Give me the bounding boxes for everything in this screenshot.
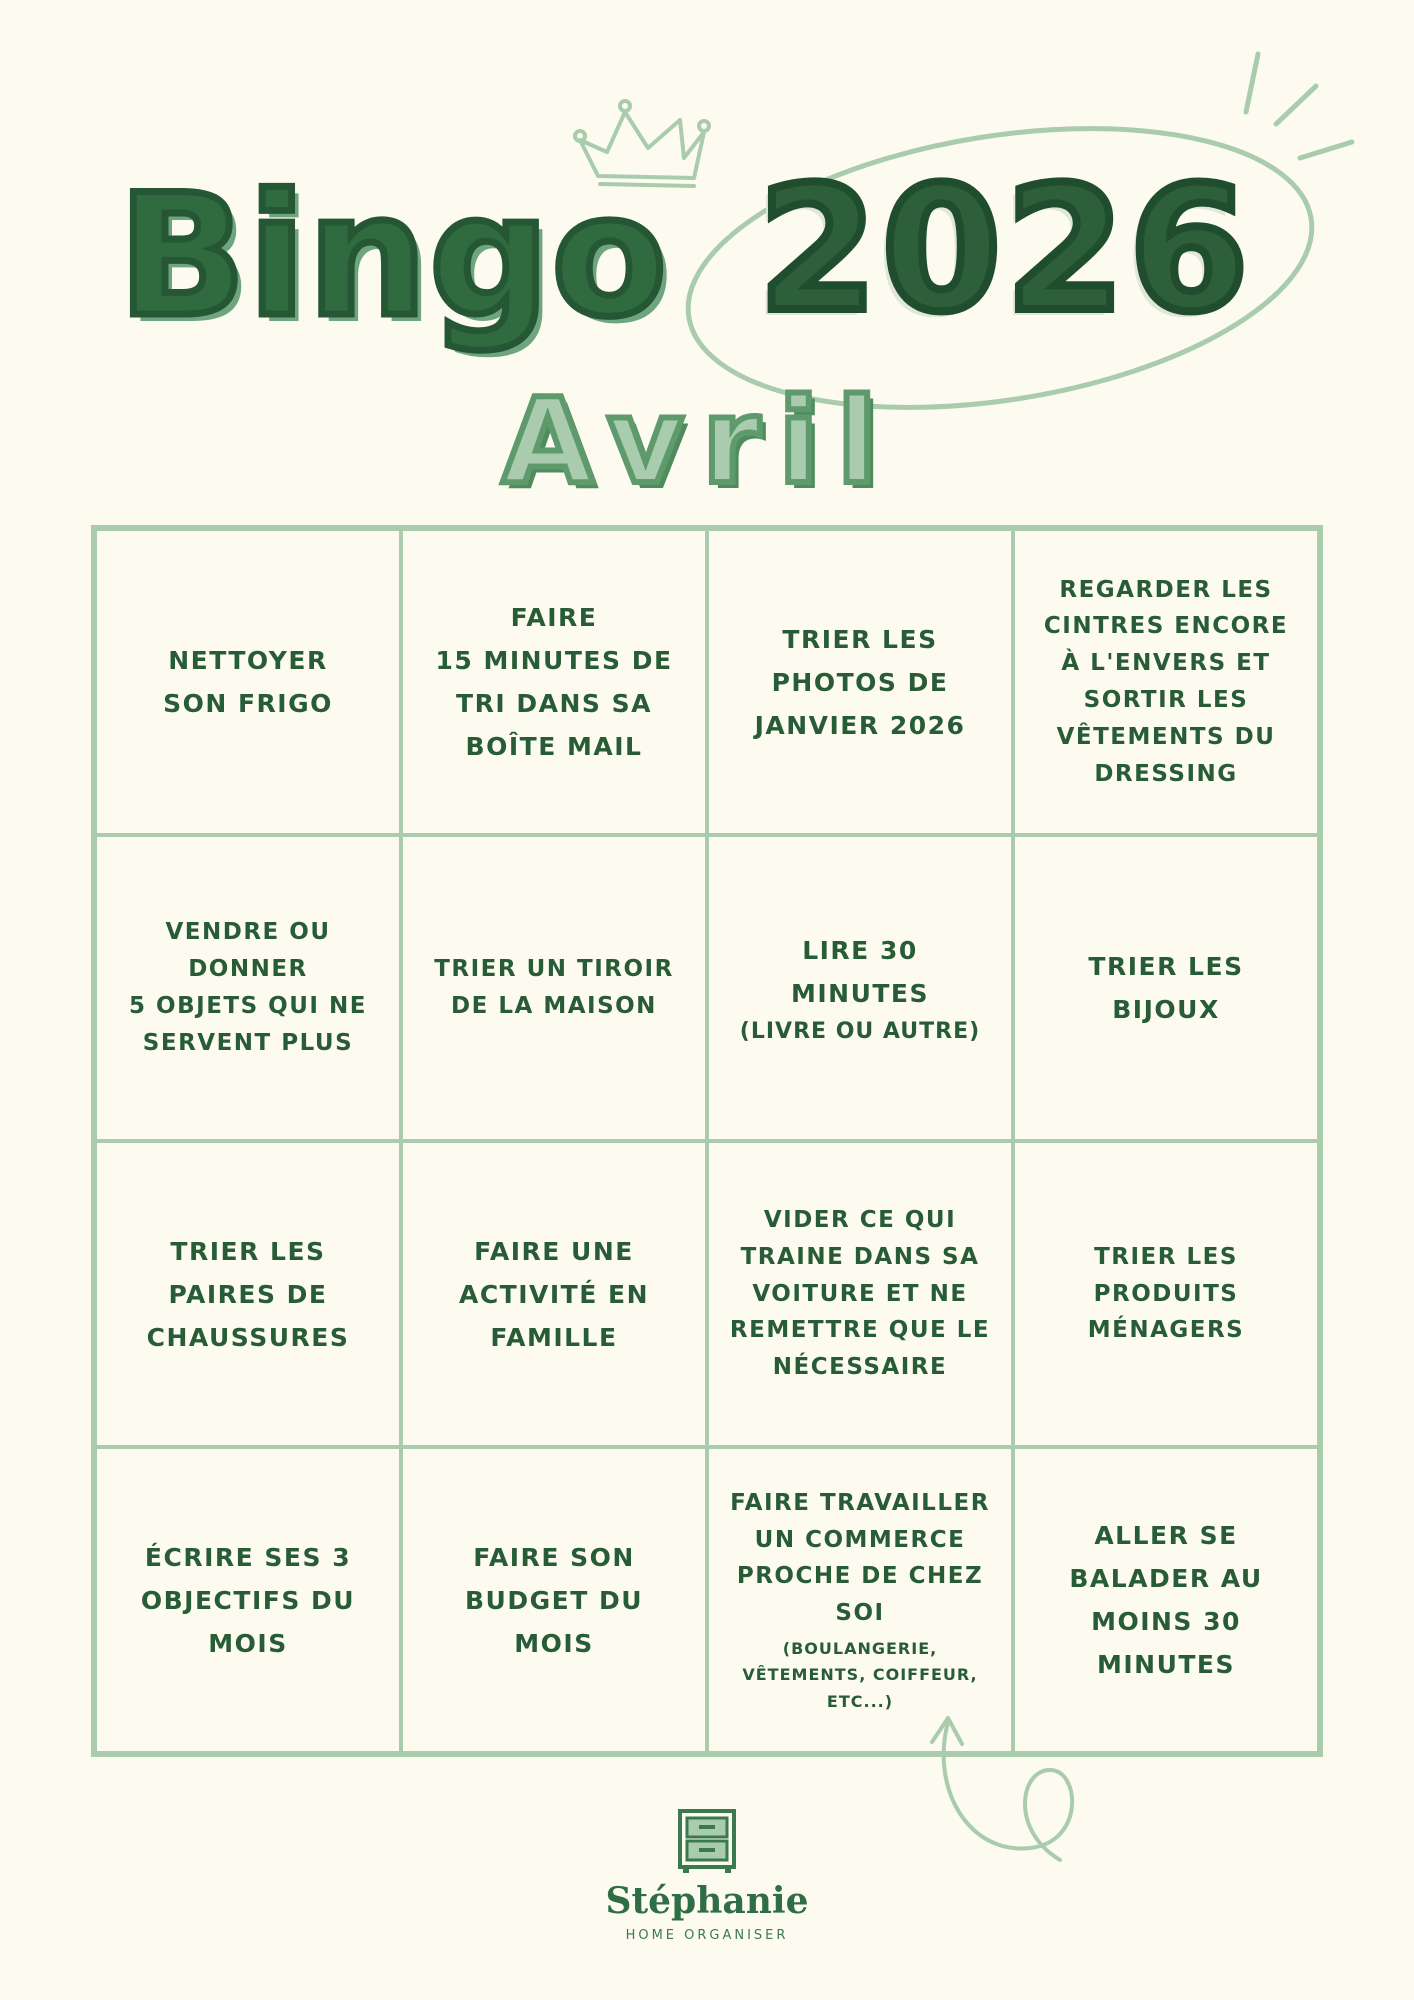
bingo-cell[interactable] — [707, 1447, 1013, 1753]
cell-text: REGARDER LES CINTRES ENCORE À L'ENVERS ET SORTIR LES VÊTEMENTS DU DRESSING — [1043, 576, 1289, 787]
drawer-cabinet-icon — [677, 1808, 737, 1874]
title-bingo: Bingo — [118, 158, 669, 354]
bingo-cell[interactable] — [95, 529, 401, 835]
cell-text: VIDER CE QUI TRAINE DANS SA VOITURE ET NE REMETTRE QUE LE NÉCESSAIRE — [729, 1207, 991, 1381]
cell-text: TRIER LES BIJOUX — [1088, 952, 1244, 1024]
cell-text: ALLER SE BALADER AU MOINS 30 MINUTES — [1069, 1521, 1263, 1679]
cell-text: FAIRE SON BUDGET DU MOIS — [464, 1542, 643, 1658]
bingo-cell[interactable] — [95, 835, 401, 1141]
cell-text: ÉCRIRE SES 3 OBJECTIFS DU MOIS — [140, 1542, 356, 1658]
cell-text: LIRE 30 MINUTES — [790, 935, 930, 1008]
bingo-grid — [91, 525, 1323, 1757]
cell-text: FAIRE TRAVAILLER UN COMMERCE PROCHE DE CHEZ SOI — [730, 1489, 990, 1627]
cell-text: FAIRE UNE ACTIVITÉ EN FAMILLE — [458, 1236, 650, 1352]
cell-text: TRIER LES PRODUITS MÉNAGERS — [1087, 1243, 1245, 1344]
bingo-cell[interactable] — [1013, 835, 1319, 1141]
bingo-cell[interactable] — [95, 1447, 401, 1753]
cell-text: TRIER LES PHOTOS DE JANVIER 2026 — [754, 624, 966, 740]
bingo-cell[interactable] — [707, 835, 1013, 1141]
cell-note: (BOULANGERIE, VÊTEMENTS, COIFFEUR, ETC...) — [742, 1639, 978, 1711]
cell-text: NETTOYER SON FRIGO — [163, 646, 333, 718]
bingo-cell[interactable] — [95, 1141, 401, 1447]
bingo-cell[interactable] — [401, 835, 707, 1141]
month-title: Avril — [502, 372, 896, 510]
bingo-cell[interactable] — [707, 529, 1013, 835]
bingo-cell[interactable] — [1013, 1447, 1319, 1753]
title-year: 2026 — [758, 149, 1253, 350]
cell-text: TRIER UN TIROIR DE LA MAISON — [434, 956, 674, 1019]
cell-text: VENDRE OU DONNER 5 OBJETS QUI NE SERVENT PLUS — [129, 919, 367, 1056]
bingo-cell[interactable] — [401, 529, 707, 835]
bingo-cell[interactable] — [401, 1141, 707, 1447]
cell-note: (LIVRE OU AUTRE) — [739, 1018, 981, 1044]
cell-text: TRIER LES PAIRES DE CHAUSSURES — [146, 1236, 350, 1352]
bingo-cell[interactable] — [707, 1141, 1013, 1447]
bingo-cell[interactable] — [401, 1447, 707, 1753]
cell-text: FAIRE 15 MINUTES DE TRI DANS SA BOÎTE MAIL — [435, 603, 673, 761]
bingo-cell[interactable] — [1013, 529, 1319, 835]
sparkle-lines — [1246, 54, 1352, 158]
brand-tagline: HOME ORGANISER — [625, 1928, 789, 1943]
brand-name: Stéphanie — [605, 1880, 809, 1922]
bingo-cell[interactable] — [1013, 1141, 1319, 1447]
